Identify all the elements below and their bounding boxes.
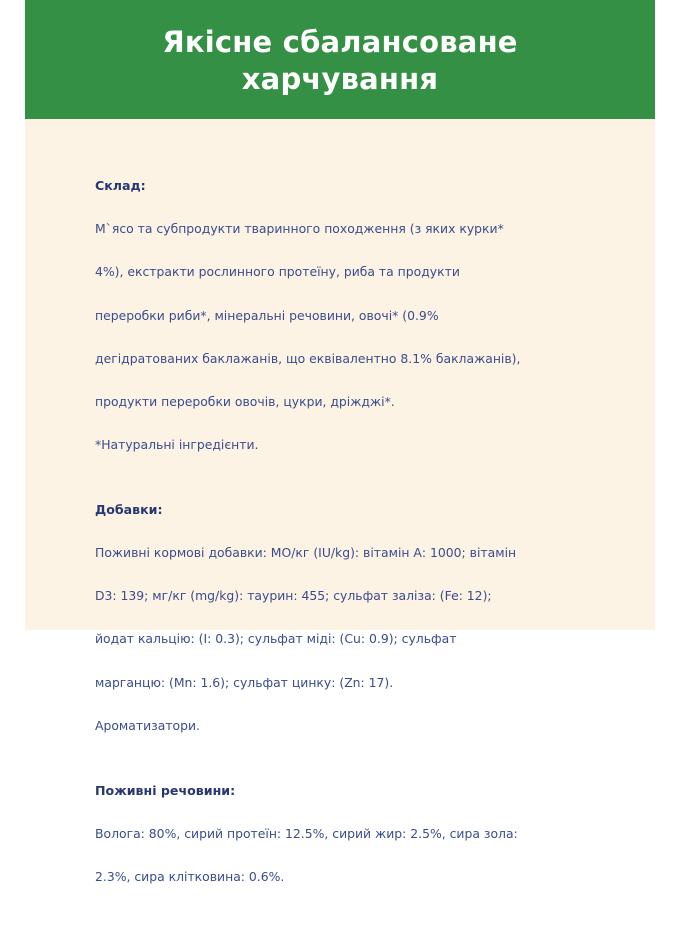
section-composition xyxy=(95,175,595,477)
text-line: 4%), екстракти рослинного протеїну, риба та продукти xyxy=(95,264,460,280)
section-nutrients xyxy=(95,780,595,910)
text-line: продукти переробки овочів, цукри, дріжджі*. xyxy=(95,393,395,409)
text-line: М`ясо та субпродукти тваринного походження (з яких курки* xyxy=(95,221,504,237)
section-body-additives xyxy=(95,521,595,759)
section-body-composition xyxy=(95,197,595,478)
text-line: марганцю: (Mn: 1.6); сульфат цинку: (Zn: 17). xyxy=(95,674,394,690)
text-line: *Натуральні інгредієнти. xyxy=(95,437,259,453)
section-body-nutrients xyxy=(95,801,595,909)
text-line: Поживні кормові добавки: МО/кг (IU/kg): вітамін А: 1000; вітамін xyxy=(95,545,517,561)
title-line-1: Якісне сбалансоване xyxy=(162,24,518,59)
text-line: Волога: 80%, сирий протеїн: 12.5%, сирий жир: 2.5%, сира зола: xyxy=(95,825,518,841)
section-title-composition: Склад: xyxy=(95,178,146,193)
text-line: дегідратованих баклажанів, що еквівалентно 8.1% баклажанів), xyxy=(95,350,521,366)
title-line-2: харчування xyxy=(241,61,439,96)
nutrition-panel xyxy=(25,0,655,884)
content-area xyxy=(95,175,595,931)
header-banner xyxy=(25,0,655,119)
section-title-additives: Добавки: xyxy=(95,501,163,517)
text-line: Ароматизатори. xyxy=(95,717,200,733)
page-title xyxy=(162,24,517,98)
text-line: D3: 139; мг/кг (mg/kg): таурин: 455; сульфат заліза: (Fe: 12); xyxy=(95,588,492,604)
text-line: йодат кальцію: (I: 0.3); сульфат міді: (Cu: 0.9); сульфат xyxy=(95,631,457,647)
text-line: 2.3%, сира клітковина: 0.6%. xyxy=(95,869,285,884)
section-title-nutrients: Поживні речовини: xyxy=(95,782,236,798)
section-additives xyxy=(95,499,595,758)
text-line: переробки риби*, мінеральні речовини, овочі* (0.9% xyxy=(95,307,439,323)
